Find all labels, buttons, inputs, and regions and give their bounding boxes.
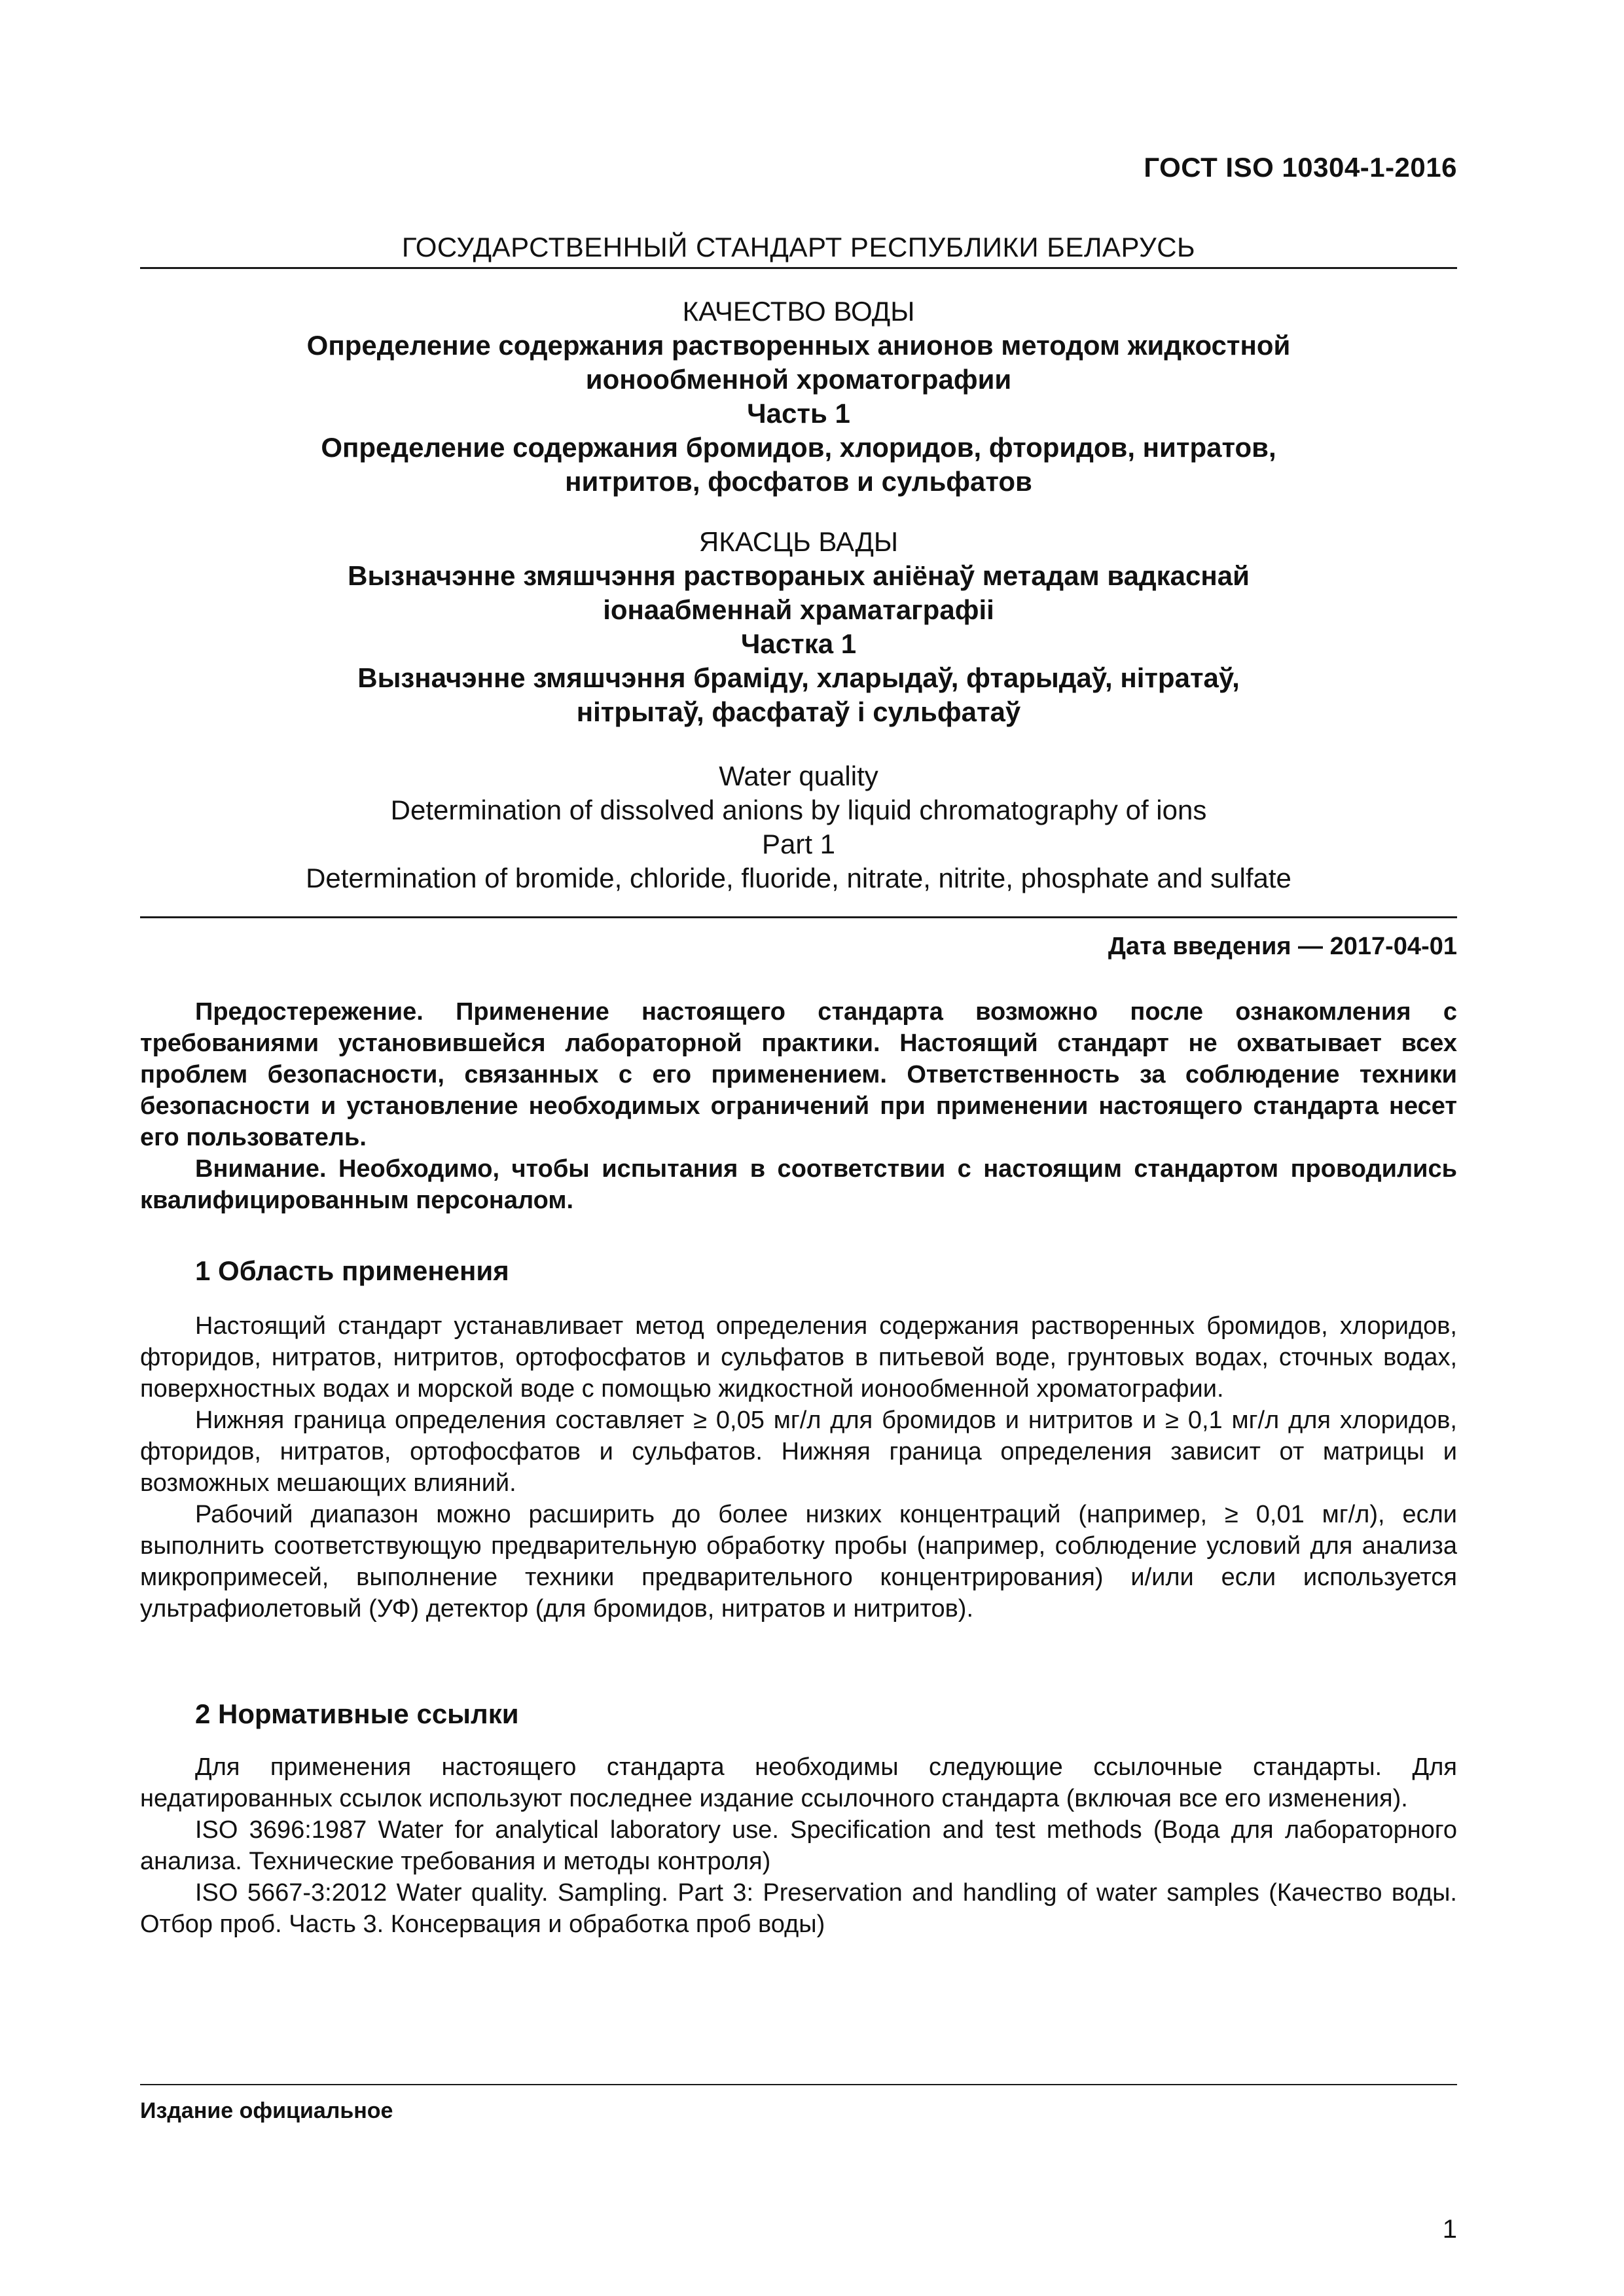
section-heading-references: 2 Нормативные ссылки [195,1698,519,1729]
title-by-line: іонаабменнай храматаграфіі [603,594,994,625]
warning-paragraph: Предостережение. Применение настоящего стандарта возможно после ознакомления с требованиями установившейся лабораторной практики. Настоящий стандарт не охватывает всех проблем безопасности, связанных с его применением. Ответственность за соблюдение техники безопасности и установление необходимых ограничений при применении настоящего стандарта несет его пользователь. [140,998,1457,1151]
warning-block [140,996,1457,1216]
title-by-line: Частка 1 [740,628,857,659]
header-divider [140,267,1457,269]
section-heading-scope: 1 Область применения [195,1255,509,1286]
paragraph: Нижняя граница определения составляет ≥ 0,05 мг/л для бромидов и нитритов и ≥ 0,1 мг/л для хлоридов, фторидов, нитратов, ортофосфатов и сульфатов. Нижняя граница определения зависит от матрицы и возможных мешающих влияний. [140,1407,1457,1497]
title-ru-line: Определение содержания бромидов, хлоридов, фторидов, нитратов, [321,432,1276,463]
title-en-line: Determination of dissolved anions by liquid chromatography of ions [390,795,1207,825]
title-ru-line: Часть 1 [747,398,850,429]
title-by-line: нітрытаў, фасфатаў і сульфатаў [576,696,1021,727]
title-block-russian [140,295,1457,499]
title-divider [140,916,1457,918]
title-by-main: ЯКАСЦЬ ВАДЫ [698,526,899,557]
paragraph: Для применения настоящего стандарта необходимы следующие ссылочные стандарты. Для недатированных ссылок используют последнее издание ссылочного стандарта (включая все его изменения). [140,1753,1457,1812]
title-block-belarusian [140,525,1457,729]
title-en-line: Part 1 [761,829,836,859]
paragraph: Рабочий диапазон можно расширить до более низких концентраций (например, ≥ 0,01 мг/л), если выполнить соответствующую предварительную обработку пробы (например, соблюдение условий для анализа микропримесей, выполнение техники предварительного концентрирования) и/или если используется ультрафиолетовый (УФ) детектор (для бромидов, нитратов и нитритов). [140,1501,1457,1623]
title-ru-line: нитритов, фосфатов и сульфатов [565,466,1032,497]
paragraph: Настоящий стандарт устанавливает метод определения содержания растворенных бромидов, хлоридов, фторидов, нитратов, нитритов, ортофосфатов и сульфатов в питьевой воде, грунтовых водах, сточных водах, поверхностных водах и морской воде с помощью жидкостной ионообменной хроматографии. [140,1312,1457,1403]
title-by-line: Вызначэнне змяшчэння раствораных аніёнаў метадам вадкаснай [348,560,1250,591]
title-ru-line: Определение содержания растворенных анионов методом жидкостной [306,330,1291,361]
section-references-body [140,1751,1457,1940]
standard-code: ГОСТ ISO 10304-1-2016 [1144,152,1457,183]
title-by-line: Вызначэнне змяшчэння браміду, хларыдаў, фтарыдаў, нітратаў, [357,662,1240,693]
edition-label: Издание официальное [140,2098,393,2123]
section-scope-body [140,1310,1457,1624]
title-ru-main: КАЧЕСТВО ВОДЫ [682,296,915,327]
attention-paragraph: Внимание. Необходимо, чтобы испытания в соответствии с настоящим стандартом проводились квалифицированным персоналом. [140,1155,1457,1214]
reference-item: ISO 3696:1987 Water for analytical laboratory use. Specification and test methods (Вода для лабораторного анализа. Технические требования и методы контроля) [140,1816,1457,1875]
page-number: 1 [1442,2215,1457,2244]
introduction-date: Дата введения — 2017-04-01 [1108,933,1457,960]
footer-divider [140,2084,1457,2085]
state-standard-title: ГОСУДАРСТВЕННЫЙ СТАНДАРТ РЕСПУБЛИКИ БЕЛАРУСЬ [401,232,1196,262]
title-en-line: Determination of bromide, chloride, fluoride, nitrate, nitrite, phosphate and sulfate [306,863,1291,893]
title-block-english [140,759,1457,895]
document-page [140,0,1457,2296]
title-ru-line: ионообменной хроматографии [585,364,1012,395]
reference-item: ISO 5667-3:2012 Water quality. Sampling. Part 3: Preservation and handling of water samples (Качество воды. Отбор проб. Часть 3. Консервация и обработка проб воды) [140,1879,1457,1938]
title-en-main: Water quality [719,761,878,791]
